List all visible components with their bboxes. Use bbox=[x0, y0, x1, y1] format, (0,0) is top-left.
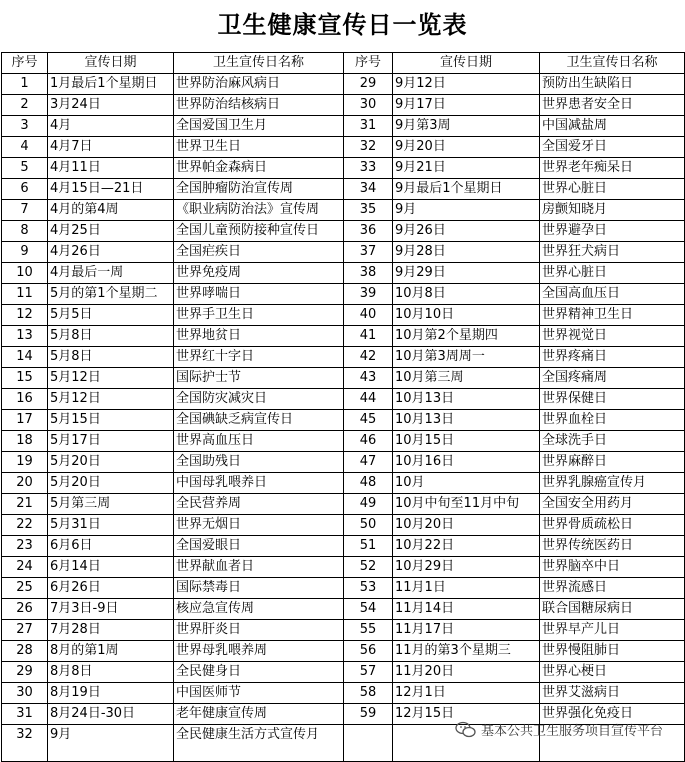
cell-date: 5月12日 bbox=[48, 389, 174, 410]
cell-name: 中国医师节 bbox=[174, 683, 344, 704]
cell-name: 世界肝炎日 bbox=[174, 620, 344, 641]
cell-date: 5月5日 bbox=[48, 305, 174, 326]
table-row bbox=[2, 557, 685, 578]
header-date-left: 宣传日期 bbox=[48, 53, 174, 74]
cell-name: 世界脑卒中日 bbox=[540, 557, 685, 578]
cell-seq: 30 bbox=[344, 95, 393, 116]
cell-name: 中国减盐周 bbox=[540, 116, 685, 137]
table-row bbox=[2, 158, 685, 179]
cell-date: 4月最后一周 bbox=[48, 263, 174, 284]
cell-seq: 20 bbox=[2, 473, 48, 494]
cell-date: 10月10日 bbox=[393, 305, 540, 326]
table-row bbox=[2, 620, 685, 641]
cell-date: 4月 bbox=[48, 116, 174, 137]
cell-date: 10月20日 bbox=[393, 515, 540, 536]
cell-seq: 4 bbox=[2, 137, 48, 158]
cell-date: 11月14日 bbox=[393, 599, 540, 620]
cell-date: 5月8日 bbox=[48, 347, 174, 368]
cell-name: 全国儿童预防接种宣传日 bbox=[174, 221, 344, 242]
cell-date: 10月16日 bbox=[393, 452, 540, 473]
cell-seq: 44 bbox=[344, 389, 393, 410]
header-date-right: 宣传日期 bbox=[393, 53, 540, 74]
cell-date: 10月22日 bbox=[393, 536, 540, 557]
cell-name: 世界帕金森病日 bbox=[174, 158, 344, 179]
table-row bbox=[2, 326, 685, 347]
cell-date: 5月15日 bbox=[48, 410, 174, 431]
cell-seq: 30 bbox=[2, 683, 48, 704]
table-row bbox=[2, 431, 685, 452]
cell-seq: 28 bbox=[2, 641, 48, 662]
cell-seq: 27 bbox=[2, 620, 48, 641]
cell-seq: 42 bbox=[344, 347, 393, 368]
cell-name: 全球洗手日 bbox=[540, 431, 685, 452]
cell-date: 11月17日 bbox=[393, 620, 540, 641]
cell-seq: 32 bbox=[344, 137, 393, 158]
cell-seq: 17 bbox=[2, 410, 48, 431]
watermark-text: 基本公共卫生服务项目宣传平台 bbox=[480, 724, 663, 739]
cell-seq: 15 bbox=[2, 368, 48, 389]
cell-seq: 43 bbox=[344, 368, 393, 389]
table-row bbox=[2, 137, 685, 158]
cell-name: 世界无烟日 bbox=[174, 515, 344, 536]
cell-seq: 31 bbox=[2, 704, 48, 725]
cell-name: 世界防治结核病日 bbox=[174, 95, 344, 116]
cell-date: 6月14日 bbox=[48, 557, 174, 578]
cell-name: 国际护士节 bbox=[174, 368, 344, 389]
cell-date: 11月1日 bbox=[393, 578, 540, 599]
cell-name: 全国爱牙日 bbox=[540, 137, 685, 158]
cell-name: 世界保健日 bbox=[540, 389, 685, 410]
table-row bbox=[2, 536, 685, 557]
cell-seq: 23 bbox=[2, 536, 48, 557]
cell-seq: 7 bbox=[2, 200, 48, 221]
cell-name: 世界早产儿日 bbox=[540, 620, 685, 641]
cell-name: 世界心脏日 bbox=[540, 179, 685, 200]
cell-date: 9月21日 bbox=[393, 158, 540, 179]
cell-seq: 53 bbox=[344, 578, 393, 599]
cell-name: 《职业病防治法》宣传周 bbox=[174, 200, 344, 221]
cell-name: 全国碘缺乏病宣传日 bbox=[174, 410, 344, 431]
table-row bbox=[2, 221, 685, 242]
cell-date: 10月29日 bbox=[393, 557, 540, 578]
cell-date: 5月31日 bbox=[48, 515, 174, 536]
table-row bbox=[2, 95, 685, 116]
cell-name: 预防出生缺陷日 bbox=[540, 74, 685, 95]
cell-date: 9月26日 bbox=[393, 221, 540, 242]
cell-name: 世界强化免疫日 bbox=[540, 704, 685, 725]
cell-name: 世界疼痛日 bbox=[540, 347, 685, 368]
cell-date: 8月8日 bbox=[48, 662, 174, 683]
cell-date: 8月24日-30日 bbox=[48, 704, 174, 725]
table-row bbox=[2, 116, 685, 137]
cell-seq: 49 bbox=[344, 494, 393, 515]
table-row bbox=[2, 683, 685, 704]
table-header-row bbox=[2, 53, 685, 74]
table-row bbox=[2, 452, 685, 473]
cell-seq: 51 bbox=[344, 536, 393, 557]
cell-seq: 8 bbox=[2, 221, 48, 242]
cell-seq: 40 bbox=[344, 305, 393, 326]
cell-name: 世界精神卫生日 bbox=[540, 305, 685, 326]
cell-seq: 48 bbox=[344, 473, 393, 494]
cell-date: 5月第三周 bbox=[48, 494, 174, 515]
cell-date: 10月中旬至11月中旬 bbox=[393, 494, 540, 515]
cell-date: 8月19日 bbox=[48, 683, 174, 704]
cell-name: 世界手卫生日 bbox=[174, 305, 344, 326]
cell-seq: 18 bbox=[2, 431, 48, 452]
cell-name: 世界防治麻风病日 bbox=[174, 74, 344, 95]
cell-name: 世界患者安全日 bbox=[540, 95, 685, 116]
cell-name: 世界视觉日 bbox=[540, 326, 685, 347]
cell-name: 世界卫生日 bbox=[174, 137, 344, 158]
cell-date: 4月15日—21日 bbox=[48, 179, 174, 200]
table-row bbox=[2, 410, 685, 431]
cell-seq: 29 bbox=[344, 74, 393, 95]
cell-name: 全国助残日 bbox=[174, 452, 344, 473]
cell-seq: 57 bbox=[344, 662, 393, 683]
cell-date: 10月 bbox=[393, 473, 540, 494]
health-days-table bbox=[1, 52, 685, 762]
watermark bbox=[455, 720, 663, 739]
cell-date: 10月8日 bbox=[393, 284, 540, 305]
cell-name: 全国疟疾日 bbox=[174, 242, 344, 263]
cell-date: 9月28日 bbox=[393, 242, 540, 263]
header-seq-right: 序号 bbox=[344, 53, 393, 74]
cell-name: 世界母乳喂养周 bbox=[174, 641, 344, 662]
cell-seq: 35 bbox=[344, 200, 393, 221]
cell-seq: 19 bbox=[2, 452, 48, 473]
cell-date: 1月最后1个星期日 bbox=[48, 74, 174, 95]
cell-name: 全民健康生活方式宣传月 bbox=[174, 725, 344, 762]
cell-seq: 37 bbox=[344, 242, 393, 263]
cell-seq: 26 bbox=[2, 599, 48, 620]
cell-name: 全国高血压日 bbox=[540, 284, 685, 305]
table-row bbox=[2, 578, 685, 599]
cell-date: 11月的第3个星期三 bbox=[393, 641, 540, 662]
cell-seq: 32 bbox=[2, 725, 48, 762]
cell-name: 世界骨质疏松日 bbox=[540, 515, 685, 536]
cell-seq: 6 bbox=[2, 179, 48, 200]
cell-date: 4月的第4周 bbox=[48, 200, 174, 221]
cell-seq: 52 bbox=[344, 557, 393, 578]
header-seq-left: 序号 bbox=[2, 53, 48, 74]
cell-seq: 54 bbox=[344, 599, 393, 620]
cell-date: 10月15日 bbox=[393, 431, 540, 452]
cell-name: 世界流感日 bbox=[540, 578, 685, 599]
cell-seq: 41 bbox=[344, 326, 393, 347]
cell-name: 联合国糖尿病日 bbox=[540, 599, 685, 620]
cell-name: 世界心梗日 bbox=[540, 662, 685, 683]
cell-seq: 45 bbox=[344, 410, 393, 431]
cell-seq: 13 bbox=[2, 326, 48, 347]
table-row bbox=[2, 200, 685, 221]
table-row bbox=[2, 494, 685, 515]
cell-seq: 39 bbox=[344, 284, 393, 305]
cell-seq: 25 bbox=[2, 578, 48, 599]
table-row bbox=[2, 284, 685, 305]
cell-seq: 58 bbox=[344, 683, 393, 704]
cell-seq: 5 bbox=[2, 158, 48, 179]
table-row bbox=[2, 662, 685, 683]
header-name-right: 卫生宣传日名称 bbox=[540, 53, 685, 74]
table-row bbox=[2, 263, 685, 284]
cell-seq: 16 bbox=[2, 389, 48, 410]
cell-seq: 34 bbox=[344, 179, 393, 200]
wechat-icon bbox=[455, 721, 477, 739]
cell-name: 房颤知晓月 bbox=[540, 200, 685, 221]
cell-name: 全国爱国卫生月 bbox=[174, 116, 344, 137]
cell-seq: 14 bbox=[2, 347, 48, 368]
cell-date: 6月6日 bbox=[48, 536, 174, 557]
cell-name: 全国安全用药月 bbox=[540, 494, 685, 515]
table-row bbox=[2, 368, 685, 389]
cell-seq: 21 bbox=[2, 494, 48, 515]
cell-date: 9月12日 bbox=[393, 74, 540, 95]
cell-name: 世界老年痴呆日 bbox=[540, 158, 685, 179]
table-row bbox=[2, 599, 685, 620]
cell-date: 4月26日 bbox=[48, 242, 174, 263]
cell-seq: 11 bbox=[2, 284, 48, 305]
cell-seq: 55 bbox=[344, 620, 393, 641]
cell-seq: 59 bbox=[344, 704, 393, 725]
cell-date: 6月26日 bbox=[48, 578, 174, 599]
table-row bbox=[2, 347, 685, 368]
cell-name: 世界献血者日 bbox=[174, 557, 344, 578]
cell-name: 世界艾滋病日 bbox=[540, 683, 685, 704]
cell-name: 老年健康宣传周 bbox=[174, 704, 344, 725]
cell-name: 世界高血压日 bbox=[174, 431, 344, 452]
cell-date: 10月13日 bbox=[393, 410, 540, 431]
cell-name: 世界地贫日 bbox=[174, 326, 344, 347]
cell-seq bbox=[344, 725, 393, 762]
table-row bbox=[2, 74, 685, 95]
cell-name: 世界乳腺癌宣传月 bbox=[540, 473, 685, 494]
page-title: 卫生健康宣传日一览表 bbox=[217, 10, 468, 39]
cell-date: 9月29日 bbox=[393, 263, 540, 284]
cell-name: 中国母乳喂养日 bbox=[174, 473, 344, 494]
table-row bbox=[2, 641, 685, 662]
cell-name: 世界红十字日 bbox=[174, 347, 344, 368]
cell-name: 世界避孕日 bbox=[540, 221, 685, 242]
cell-date: 7月3日-9日 bbox=[48, 599, 174, 620]
cell-name: 全国肿瘤防治宣传周 bbox=[174, 179, 344, 200]
cell-seq: 10 bbox=[2, 263, 48, 284]
cell-date: 10月第3周周一 bbox=[393, 347, 540, 368]
cell-seq: 50 bbox=[344, 515, 393, 536]
cell-date: 9月最后1个星期日 bbox=[393, 179, 540, 200]
cell-name: 世界免疫周 bbox=[174, 263, 344, 284]
cell-seq: 36 bbox=[344, 221, 393, 242]
cell-date: 9月 bbox=[393, 200, 540, 221]
table-row bbox=[2, 305, 685, 326]
cell-date: 5月20日 bbox=[48, 452, 174, 473]
cell-name: 全国疼痛周 bbox=[540, 368, 685, 389]
cell-date: 8月的第1周 bbox=[48, 641, 174, 662]
cell-seq: 29 bbox=[2, 662, 48, 683]
cell-name: 世界血栓日 bbox=[540, 410, 685, 431]
cell-date: 9月第3周 bbox=[393, 116, 540, 137]
cell-date: 4月7日 bbox=[48, 137, 174, 158]
cell-date: 5月8日 bbox=[48, 326, 174, 347]
cell-name: 世界心脏日 bbox=[540, 263, 685, 284]
table-row bbox=[2, 515, 685, 536]
cell-seq: 3 bbox=[2, 116, 48, 137]
cell-name: 世界慢阻肺日 bbox=[540, 641, 685, 662]
cell-date: 10月13日 bbox=[393, 389, 540, 410]
cell-date: 5月12日 bbox=[48, 368, 174, 389]
cell-seq: 12 bbox=[2, 305, 48, 326]
cell-date: 3月24日 bbox=[48, 95, 174, 116]
cell-date: 11月20日 bbox=[393, 662, 540, 683]
cell-name: 全国防灾减灾日 bbox=[174, 389, 344, 410]
table-row bbox=[2, 473, 685, 494]
cell-date: 4月11日 bbox=[48, 158, 174, 179]
cell-name: 世界传统医药日 bbox=[540, 536, 685, 557]
cell-date: 12月1日 bbox=[393, 683, 540, 704]
cell-name: 世界麻醉日 bbox=[540, 452, 685, 473]
cell-seq: 1 bbox=[2, 74, 48, 95]
cell-date: 9月 bbox=[48, 725, 174, 762]
cell-date: 12月15日 bbox=[393, 704, 540, 725]
cell-seq: 56 bbox=[344, 641, 393, 662]
cell-date: 10月第三周 bbox=[393, 368, 540, 389]
cell-seq: 46 bbox=[344, 431, 393, 452]
cell-seq: 24 bbox=[2, 557, 48, 578]
cell-name: 全民营养周 bbox=[174, 494, 344, 515]
cell-name: 全国爱眼日 bbox=[174, 536, 344, 557]
cell-seq: 31 bbox=[344, 116, 393, 137]
cell-date: 5月17日 bbox=[48, 431, 174, 452]
cell-date: 7月28日 bbox=[48, 620, 174, 641]
table-row bbox=[2, 389, 685, 410]
cell-seq: 9 bbox=[2, 242, 48, 263]
cell-name: 核应急宣传周 bbox=[174, 599, 344, 620]
cell-name: 国际禁毒日 bbox=[174, 578, 344, 599]
cell-date: 10月第2个星期四 bbox=[393, 326, 540, 347]
header-name-left: 卫生宣传日名称 bbox=[174, 53, 344, 74]
cell-seq: 2 bbox=[2, 95, 48, 116]
cell-date: 5月20日 bbox=[48, 473, 174, 494]
cell-name: 世界狂犬病日 bbox=[540, 242, 685, 263]
cell-seq: 38 bbox=[344, 263, 393, 284]
cell-name: 世界哮喘日 bbox=[174, 284, 344, 305]
cell-date: 4月25日 bbox=[48, 221, 174, 242]
cell-name: 全民健身日 bbox=[174, 662, 344, 683]
cell-seq: 22 bbox=[2, 515, 48, 536]
cell-seq: 47 bbox=[344, 452, 393, 473]
table-row bbox=[2, 242, 685, 263]
cell-date: 9月17日 bbox=[393, 95, 540, 116]
cell-date: 5月的第1个星期二 bbox=[48, 284, 174, 305]
cell-seq: 33 bbox=[344, 158, 393, 179]
cell-date: 9月20日 bbox=[393, 137, 540, 158]
table-row bbox=[2, 179, 685, 200]
